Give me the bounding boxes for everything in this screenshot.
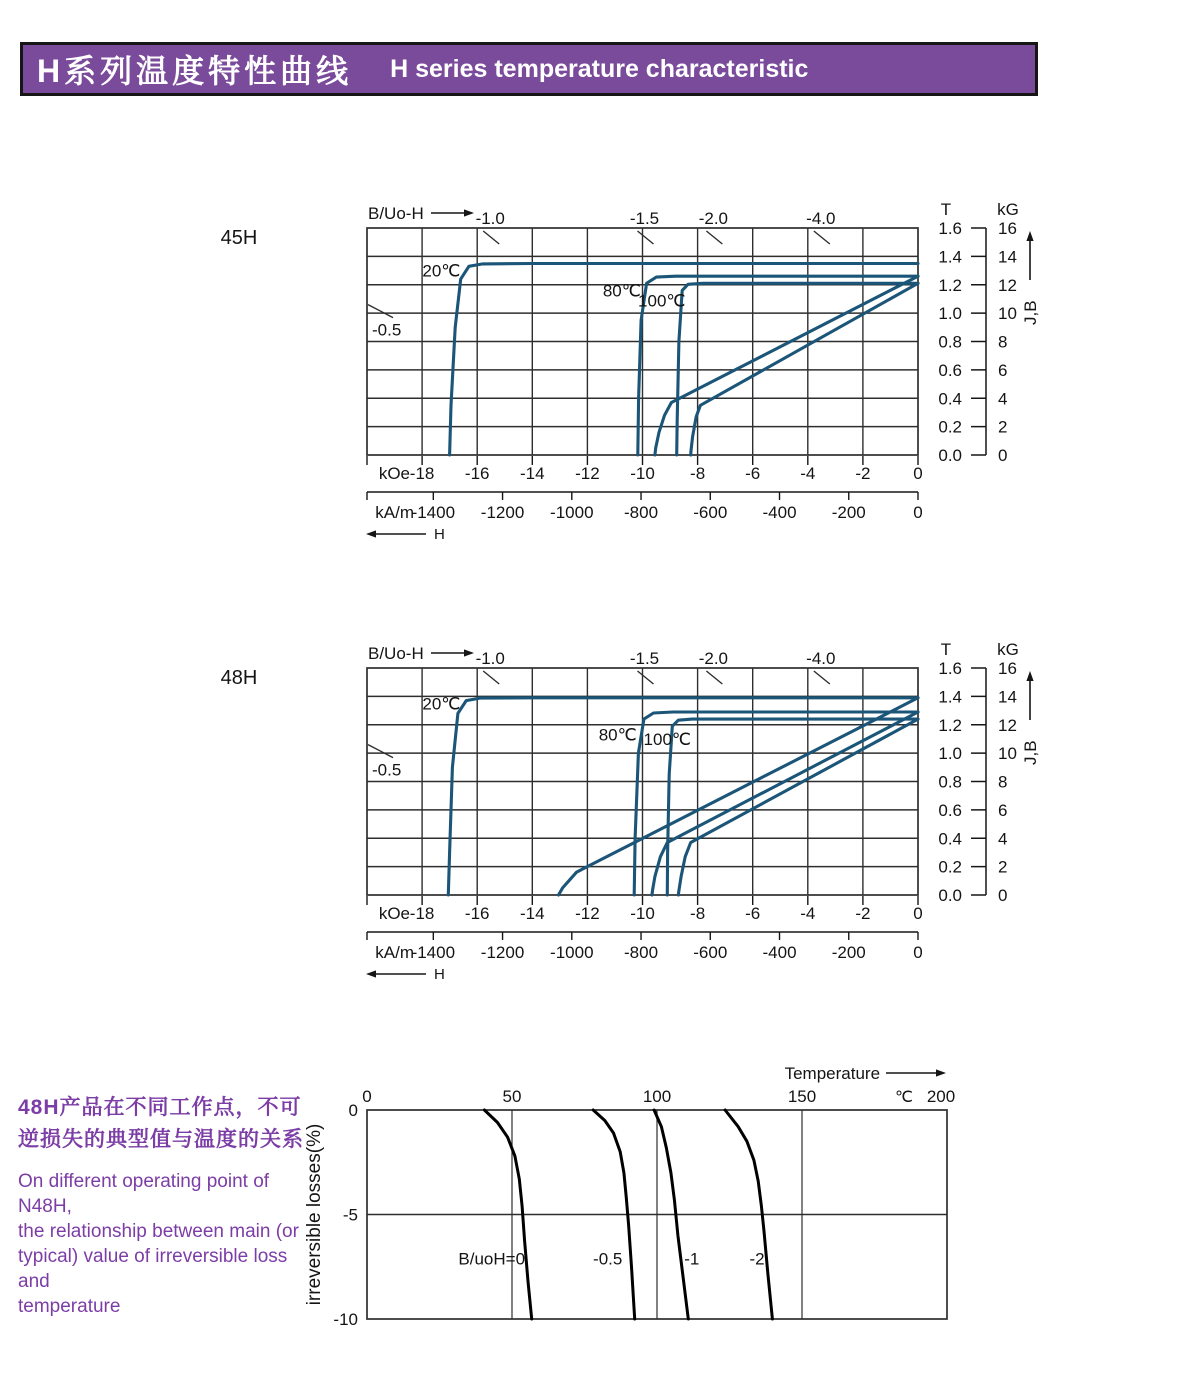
svg-text:4: 4	[998, 829, 1008, 849]
svg-text:12: 12	[998, 275, 1017, 295]
svg-text:0.6: 0.6	[938, 800, 962, 820]
svg-text:kOe: kOe	[378, 904, 410, 923]
page-title-en: H series temperature characteristic	[390, 54, 809, 83]
loss-chart	[304, 1064, 955, 1329]
svg-text:8: 8	[998, 772, 1008, 792]
side-note-zh-line: 逆损失的典型值与温度的关系	[18, 1128, 304, 1151]
svg-text:B/Uo-H: B/Uo-H	[368, 204, 424, 223]
svg-text:50: 50	[502, 1087, 522, 1106]
svg-text:kG: kG	[997, 640, 1019, 659]
svg-text:100℃: 100℃	[643, 729, 692, 749]
svg-text:1.0: 1.0	[938, 304, 962, 324]
svg-text:1.6: 1.6	[938, 219, 962, 238]
svg-text:0.8: 0.8	[938, 332, 962, 352]
svg-text:-10: -10	[333, 1310, 358, 1329]
svg-text:16: 16	[998, 219, 1017, 238]
svg-text:-12: -12	[575, 904, 600, 923]
svg-text:H: H	[434, 526, 445, 543]
demag-chart-48H	[221, 640, 1040, 983]
svg-text:6: 6	[998, 800, 1008, 820]
side-note-en-line: temperature	[18, 1296, 121, 1317]
svg-text:Temperature: Temperature	[784, 1064, 881, 1083]
svg-text:0.2: 0.2	[938, 417, 962, 437]
svg-text:-1000: -1000	[550, 943, 594, 962]
svg-text:0.8: 0.8	[938, 772, 962, 792]
svg-text:-200: -200	[831, 503, 866, 522]
svg-text:-1200: -1200	[480, 503, 525, 522]
svg-text:-12: -12	[575, 464, 600, 483]
side-note-zh	[18, 1092, 308, 1156]
svg-text:-1400: -1400	[411, 943, 456, 962]
svg-text:0: 0	[998, 886, 1008, 905]
svg-text:-200: -200	[831, 943, 866, 962]
svg-text:-1.0: -1.0	[475, 649, 505, 668]
svg-text:-2: -2	[855, 904, 871, 923]
side-note-en-line: On different operating point of N48H,	[18, 1171, 270, 1217]
svg-text:-14: -14	[520, 904, 545, 923]
side-note-zh-line: 48H产品在不同工作点，不可	[18, 1096, 302, 1119]
svg-text:1.2: 1.2	[938, 715, 962, 735]
svg-text:0.2: 0.2	[938, 857, 962, 877]
svg-text:B/Uo-H: B/Uo-H	[368, 644, 424, 663]
svg-text:-1.5: -1.5	[629, 209, 660, 228]
svg-text:1.0: 1.0	[938, 744, 962, 764]
svg-text:-800: -800	[624, 503, 659, 522]
svg-text:80℃: 80℃	[598, 725, 637, 745]
svg-text:-18: -18	[409, 904, 435, 923]
svg-text:1.4: 1.4	[938, 247, 962, 267]
svg-text:0: 0	[348, 1101, 358, 1120]
svg-text:0.0: 0.0	[938, 446, 962, 465]
svg-text:0.4: 0.4	[938, 829, 962, 849]
svg-text:0: 0	[913, 464, 923, 483]
svg-text:-1400: -1400	[411, 503, 456, 522]
svg-text:1.2: 1.2	[938, 275, 962, 295]
svg-text:-14: -14	[520, 464, 545, 483]
svg-text:12: 12	[998, 715, 1017, 735]
side-note	[18, 1092, 308, 1319]
svg-text:10: 10	[998, 304, 1017, 324]
svg-text:2: 2	[998, 417, 1008, 437]
page-title-zh: H系列温度特性曲线	[37, 53, 353, 89]
series-B-100C	[678, 719, 918, 895]
svg-text:-800: -800	[624, 943, 659, 962]
svg-text:-6: -6	[745, 904, 761, 923]
svg-text:100: 100	[642, 1087, 672, 1106]
svg-text:0.0: 0.0	[938, 886, 962, 905]
svg-text:-400: -400	[762, 503, 797, 522]
svg-text:0: 0	[362, 1087, 372, 1106]
svg-text:-0.5: -0.5	[372, 760, 402, 780]
svg-text:T: T	[940, 200, 952, 219]
svg-text:2: 2	[998, 857, 1008, 877]
series-J-100C	[677, 283, 918, 455]
svg-text:150: 150	[787, 1087, 817, 1106]
side-note-en-line: the relationship between main (or	[18, 1221, 299, 1242]
svg-text:H: H	[434, 966, 445, 983]
svg-text:-400: -400	[762, 943, 797, 962]
svg-text:kA/m: kA/m	[375, 943, 414, 962]
svg-text:-18: -18	[409, 464, 435, 483]
svg-text:kG: kG	[997, 200, 1019, 219]
svg-text:-600: -600	[693, 943, 728, 962]
svg-text:-4.0: -4.0	[806, 209, 836, 228]
svg-text:-0.5: -0.5	[593, 1249, 623, 1269]
svg-text:-4: -4	[800, 904, 816, 923]
svg-text:-8: -8	[690, 464, 706, 483]
svg-text:0: 0	[913, 943, 923, 962]
svg-text:14: 14	[998, 247, 1017, 267]
svg-text:200: 200	[926, 1087, 956, 1106]
svg-text:6: 6	[998, 360, 1008, 380]
svg-text:-1200: -1200	[480, 943, 525, 962]
svg-text:-1.5: -1.5	[629, 649, 660, 668]
svg-text:8: 8	[998, 332, 1008, 352]
side-note-en	[18, 1169, 308, 1319]
svg-text:-1: -1	[684, 1249, 700, 1269]
svg-text:0: 0	[913, 503, 923, 522]
svg-text:-4.0: -4.0	[806, 649, 836, 668]
svg-text:0.6: 0.6	[938, 360, 962, 380]
svg-text:20℃: 20℃	[422, 694, 461, 714]
svg-text:14: 14	[998, 687, 1017, 707]
svg-text:B/uoH=0: B/uoH=0	[458, 1249, 526, 1269]
svg-text:-1000: -1000	[550, 503, 594, 522]
svg-text:T: T	[940, 640, 952, 659]
svg-text:-2.0: -2.0	[698, 209, 729, 228]
svg-text:℃: ℃	[895, 1089, 913, 1106]
series-B-100C	[691, 283, 918, 455]
svg-text:-8: -8	[690, 904, 706, 923]
svg-text:100℃: 100℃	[638, 291, 686, 311]
svg-text:0: 0	[913, 904, 923, 923]
svg-text:16: 16	[998, 659, 1017, 678]
svg-text:1.6: 1.6	[938, 659, 962, 678]
svg-text:45H: 45H	[220, 227, 258, 249]
svg-text:-600: -600	[693, 503, 728, 522]
svg-text:10: 10	[998, 744, 1017, 764]
svg-text:-16: -16	[464, 904, 490, 923]
svg-text:0.4: 0.4	[938, 389, 962, 409]
svg-text:-0.5: -0.5	[372, 320, 402, 340]
svg-text:-2: -2	[749, 1249, 765, 1269]
svg-text:-10: -10	[630, 464, 655, 483]
svg-text:20℃: 20℃	[422, 261, 461, 281]
svg-text:-4: -4	[800, 464, 816, 483]
svg-text:irreversible losses(%): irreversible losses(%)	[304, 1123, 325, 1306]
svg-text:-16: -16	[464, 464, 490, 483]
svg-text:48H: 48H	[220, 667, 258, 689]
svg-text:J,B: J,B	[1021, 300, 1040, 325]
svg-text:4: 4	[998, 389, 1008, 409]
svg-text:-10: -10	[630, 904, 655, 923]
svg-text:kA/m: kA/m	[375, 503, 414, 522]
svg-text:-2.0: -2.0	[698, 649, 729, 668]
demag-curves	[448, 698, 918, 895]
svg-text:1.4: 1.4	[938, 687, 962, 707]
svg-text:0: 0	[998, 446, 1008, 465]
demag-chart-45H	[221, 200, 1040, 543]
svg-text:80℃: 80℃	[602, 281, 641, 301]
svg-text:-2: -2	[855, 464, 871, 483]
svg-text:-1.0: -1.0	[475, 209, 505, 228]
svg-text:-5: -5	[342, 1205, 358, 1225]
svg-text:kOe: kOe	[378, 464, 410, 483]
svg-text:J,B: J,B	[1021, 740, 1040, 765]
side-note-en-line: typical) value of irreversible loss and	[18, 1246, 288, 1292]
svg-text:-6: -6	[745, 464, 761, 483]
